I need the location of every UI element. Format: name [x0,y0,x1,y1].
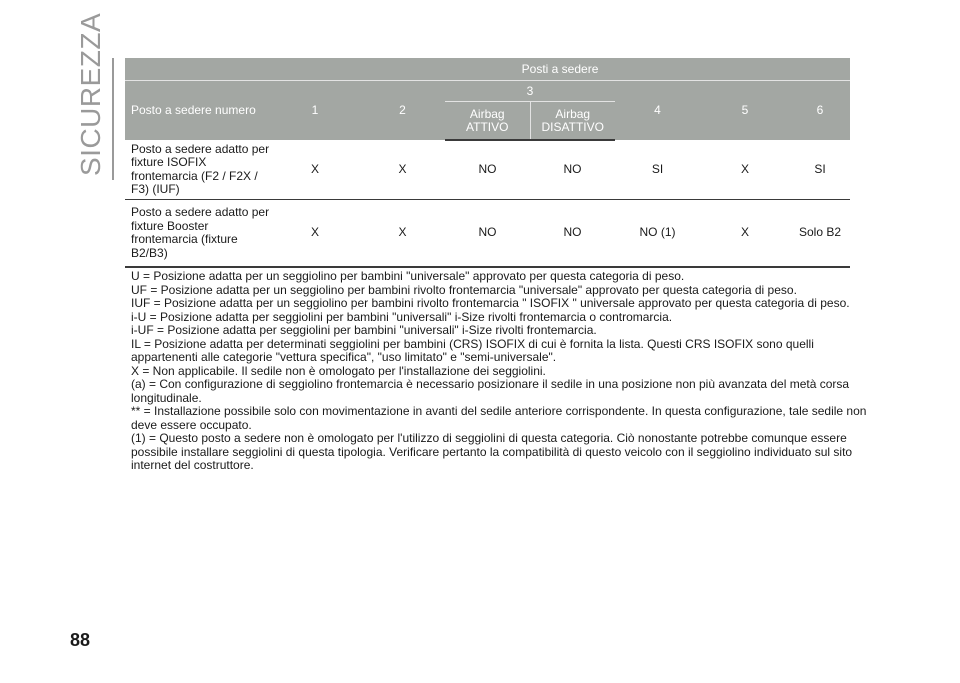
note-i-u: i-U = Posizione adatta per seggiolini per bambini "universali" i-Size rivolti frontemarcia o contromarcia. [131,309,673,324]
cell-seat-3-airbag-attivo: NO [445,140,530,200]
cell-seat-5: X [700,140,790,200]
cell-seat-3-airbag-disattivo: NO [530,200,615,268]
cell-seat-6: Solo B2 [790,200,850,268]
col-header-6: 6 [790,81,850,141]
cell-seat-2: X [360,200,445,268]
cell-seat-2: X [360,140,445,200]
cell-seat-5: X [700,200,790,268]
table-row [125,200,850,268]
row-label: Posto a sedere adatto per fixture Booster frontemarcia (fixture B2/B3) [125,200,270,268]
table-legend-notes [131,270,871,473]
col-header-3-airbag-disattivo [530,102,615,141]
airbag-attivo-label: Airbag ATTIVO [466,106,509,134]
note-iuf: IUF = Posizione adatta per un seggiolino per bambini rivolto frontemarcia " ISOFIX " universale approvato per questa categoria di peso. [131,296,850,310]
note-il: IL = Posizione adatta per determinati seggiolini per bambini (CRS) ISOFIX di cui è fornita la lista. Questi CRS ISOFIX sono quelli appartenenti alle categorie "vettura specifica", "uso limitato" e "semi-universale". [131,336,814,364]
note-i-uf: i-UF = Posizione adatta per seggiolini per bambini "universali" i-Size rivolti frontemarcia. [131,323,597,337]
cell-seat-1: X [270,140,360,200]
col-header-3-airbag-attivo [445,102,530,141]
note-u: U = Posizione adatta per un seggiolino per bambini "universale" approvato per questa categoria di peso. [131,269,685,283]
table-row [125,140,850,200]
note-x: X = Non applicabile. Il sedile non è omologato per l'installazione dei seggiolini. [131,363,546,378]
note-1: (1) = Questo posto a sedere non è omologato per l'utilizzo di seggiolini di questa categoria. Ciò nonostante potrebbe comunque essere possibile installare seggiolini di questa tipologia. Verificare pertanto la compatibilità di questo veicolo con il seggiolino individuato sul sito internet del costruttore. [131,431,853,472]
cell-seat-6: SI [790,140,850,200]
cell-seat-4: NO (1) [615,200,700,268]
page-number: 88 [70,630,91,650]
seat-number-header: Posto a sedere numero [125,81,270,141]
col-header-1: 1 [270,81,360,141]
cell-seat-4: SI [615,140,700,200]
airbag-disattivo-label: Airbag DISATTIVO [541,106,604,134]
section-divider [112,58,114,180]
col-header-5: 5 [700,81,790,141]
seats-table [125,58,850,268]
note-a: (a) = Con configurazione di seggiolino frontemarcia è necessario posizionare il sedile in una posizione non più avanzata del metà corsa longitudinale. [131,377,850,405]
section-title: SICUREZZA [75,12,106,176]
col-header-3: 3 [445,81,615,102]
row-label: Posto a sedere adatto per fixture ISOFIX frontemarcia (F2 / F2X / F3) (IUF) [125,140,270,200]
cell-seat-3-airbag-attivo: NO [445,200,530,268]
table-empty-corner [125,58,270,81]
note-double-asterisk: ** = Installazione possibile solo con movimentazione in avanti del sedile anteriore corrispondente. In questa configurazione, tale sedile non deve essere occupato. [131,404,867,432]
seats-table-container [125,58,850,268]
col-header-4: 4 [615,81,700,141]
cell-seat-1: X [270,200,360,268]
col-header-2: 2 [360,81,445,141]
note-uf: UF = Posizione adatta per un seggiolino per bambini rivolto frontemarcia "universale" approvato per questa categoria di peso. [131,282,797,297]
cell-seat-3-airbag-disattivo: NO [530,140,615,200]
table-title: Posti a sedere [270,58,850,81]
